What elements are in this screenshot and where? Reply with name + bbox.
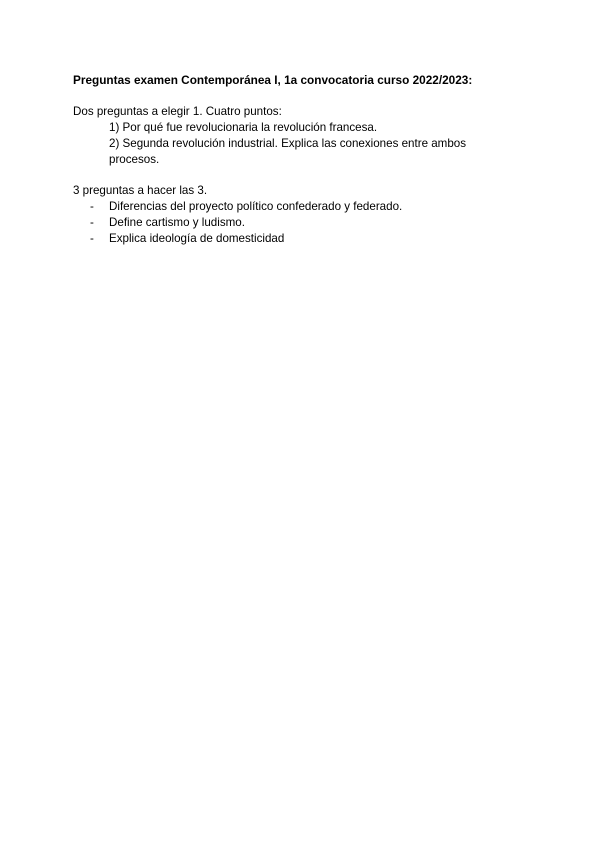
list-item: [73, 199, 533, 215]
section-intro: Dos preguntas a elegir 1. Cuatro puntos:: [73, 105, 282, 118]
dash-bullet: -: [90, 200, 94, 213]
list-item-text: Explica ideología de domesticidad: [109, 232, 285, 245]
numbered-question-list: [73, 120, 533, 168]
section-intro: 3 preguntas a hacer las 3.: [73, 184, 208, 197]
page-title: Preguntas examen Contemporánea I, 1a convocatoria curso 2022/2023:: [73, 73, 473, 87]
list-item: [73, 215, 533, 231]
section-short-questions: [73, 183, 533, 247]
list-item-text: Define cartismo y ludismo.: [109, 216, 245, 229]
list-item-text: Diferencias del proyecto político confederado y federado.: [109, 200, 403, 213]
list-item: [73, 231, 533, 247]
list-item: 2) Segunda revolución industrial. Explica las conexiones entre ambos procesos.: [109, 137, 467, 166]
dash-bullet: -: [90, 216, 94, 229]
section-essay-questions: [73, 104, 533, 168]
dash-question-list: [73, 199, 533, 247]
list-item: 1) Por qué fue revolucionaria la revolución francesa.: [109, 121, 378, 134]
dash-bullet: -: [90, 232, 94, 245]
